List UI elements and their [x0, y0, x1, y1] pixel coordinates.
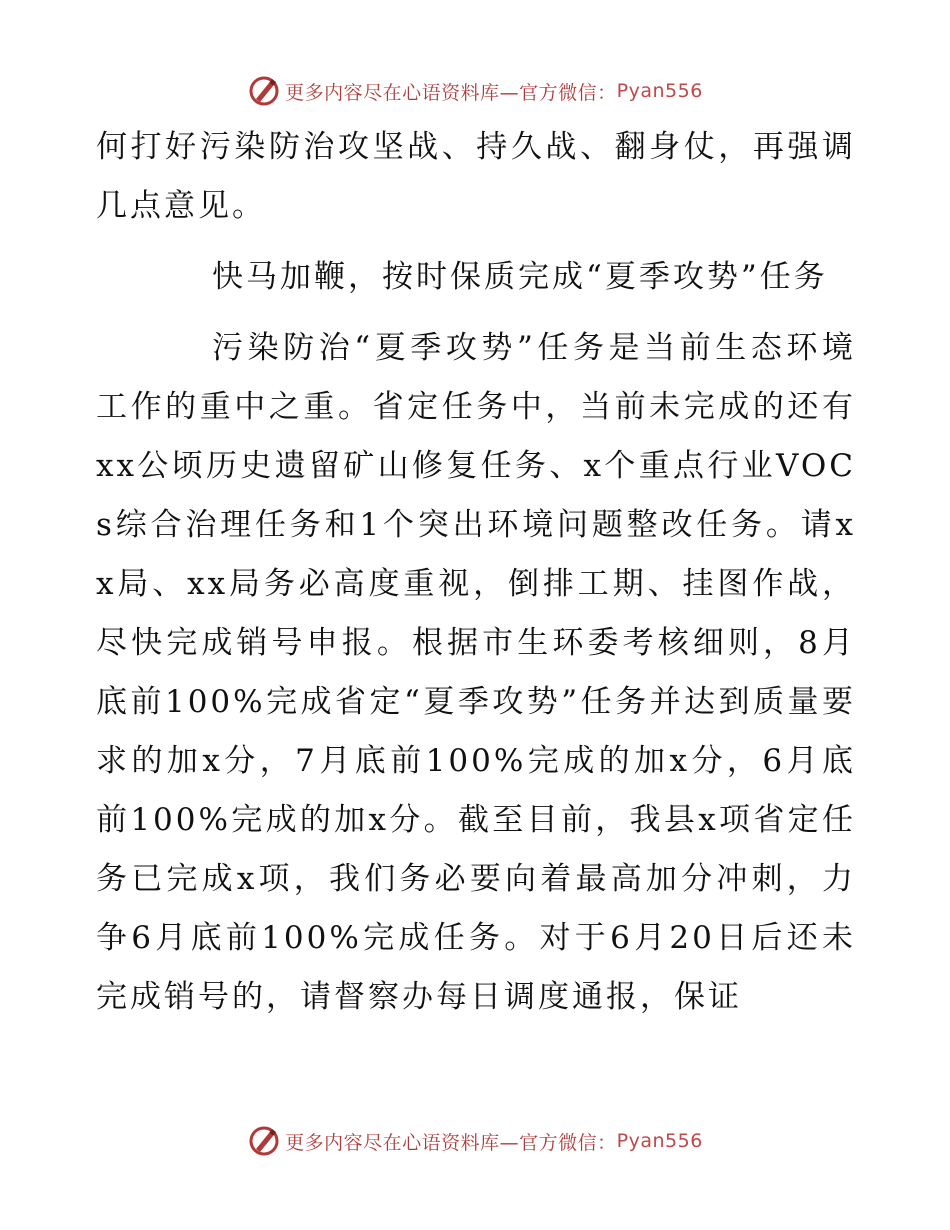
watermark-wechat-id: Pyan556: [616, 1130, 703, 1152]
footer-watermark: [0, 1124, 950, 1158]
watermark-text: 更多内容尽在心语资料库—官方微信：: [285, 81, 617, 104]
pen-logo-icon: [247, 74, 281, 108]
paragraph-continuation: 何打好污染防治攻坚战、持久战、翻身仗，再强调几点意见。: [96, 129, 856, 224]
watermark-text: 更多内容尽在心语资料库—官方微信：: [285, 1131, 617, 1154]
body-paragraph: 污染防治“夏季攻势”任务是当前生态环境工作的重中之重。省定任务中，当前未完成的还有xx公顷历史遗留矿山修复任务、x个重点行业VOCs综合治理任务和1个突出环境问题整改任务。请xx局、xx局务必高度重视，倒排工期、挂图作战，尽快完成销号申报。根据市生环委考核细则，8月底前100%完成省定“夏季攻势”任务并达到质量要求的加x分，7月底前100%完成的加x分，6月底前100%完成的加x分。截至目前，我县x项省定任务已完成x项，我们务必要向着最高加分冲刺，力争6月底前100%完成任务。对于6月20日后还未完成销号的，请督察办每日调度通报，保证: [96, 330, 856, 1015]
header-watermark: [0, 74, 950, 108]
section-heading: 快马加鞭，按时保质完成“夏季攻势”任务: [212, 259, 828, 295]
pen-logo-icon: [247, 1124, 281, 1158]
document-body: [96, 118, 856, 1027]
watermark-wechat-id: Pyan556: [616, 80, 703, 102]
